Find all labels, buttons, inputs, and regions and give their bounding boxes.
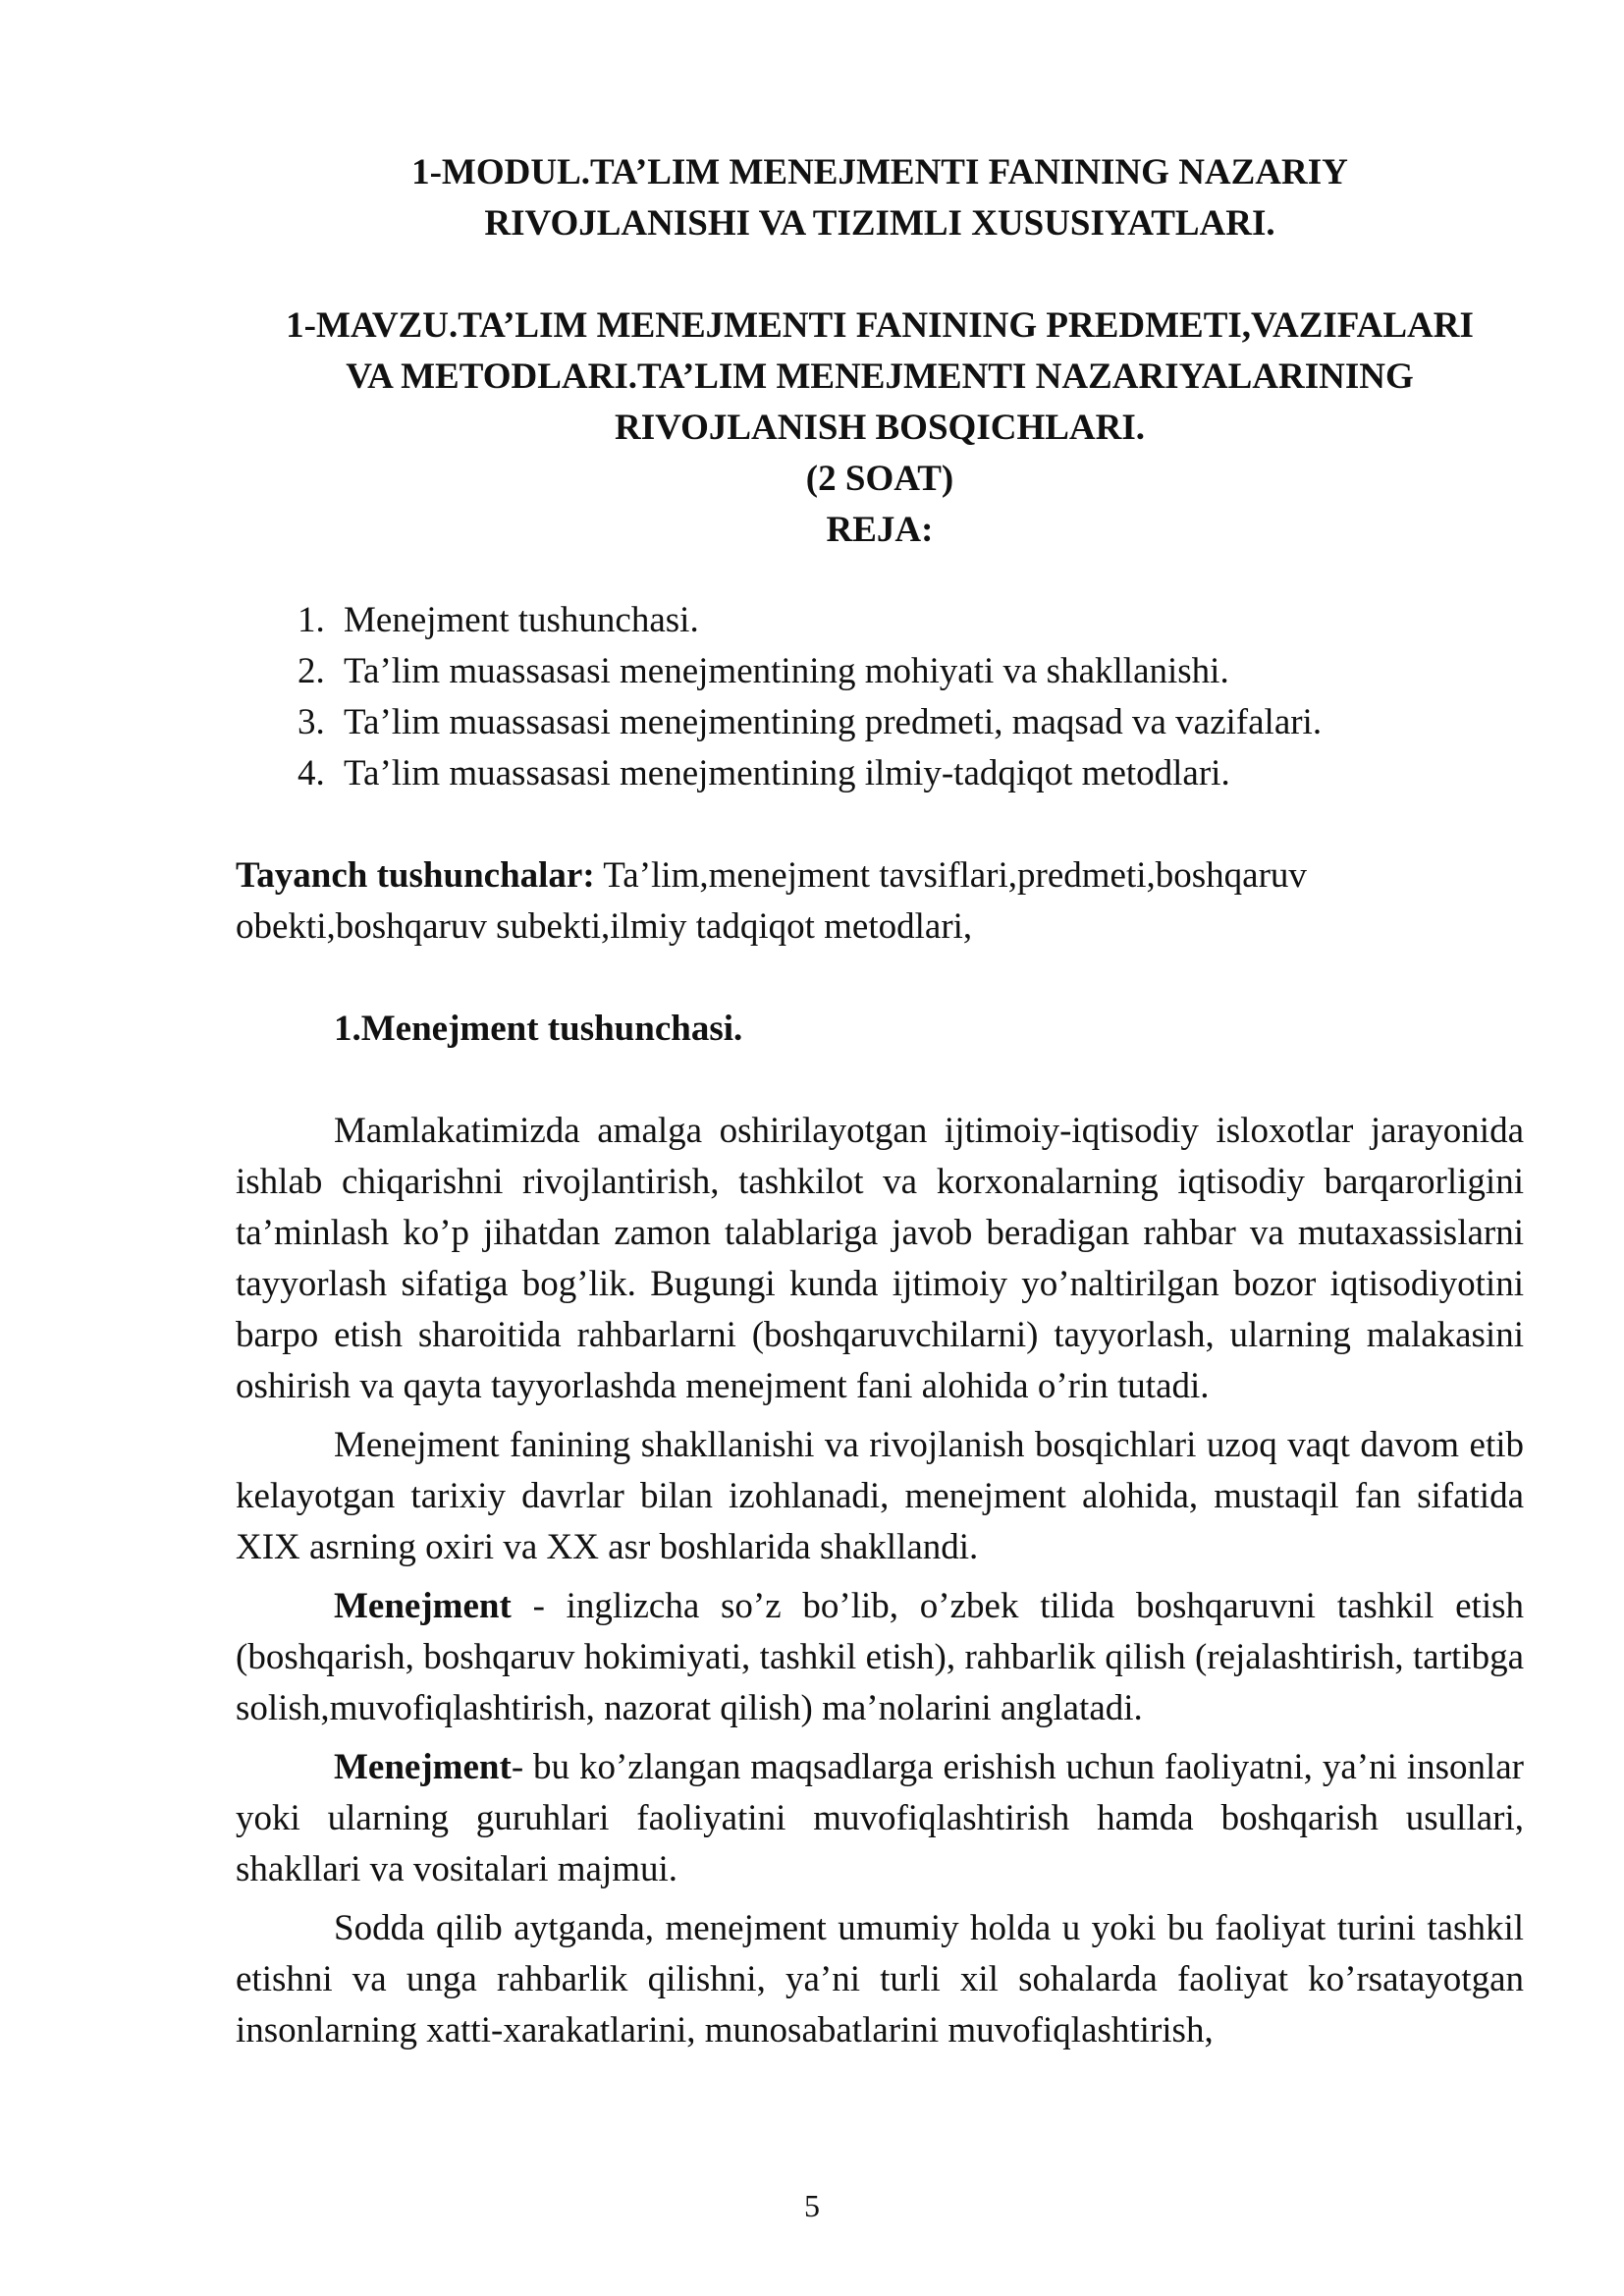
topic-title-line-2: VA METODLARI.TA’LIM MENEJMENTI NAZARIYALARINING bbox=[346, 356, 1414, 397]
plan-label: REJA: bbox=[826, 510, 934, 550]
body-paragraph-3 bbox=[236, 1581, 1524, 1734]
module-title-line-2: RIVOJLANISHI VA TIZIMLI XUSUSIYATLARI. bbox=[484, 203, 1275, 244]
term-menejment: Menejment bbox=[334, 1586, 512, 1626]
body-paragraph-1: Mamlakatimizda amalga oshirilayotgan ijtimoiy-iqtisodiy isloxotlar jarayonida ishlab chiqarishni rivojlantirish, tashkilot va korxonalarning iqtisodiy barqarorligini ta’minlash ko’p jihatdan zamon talablariga javob beradigan rahbar va mutaxassislarni tayyorlash sifatiga bog’lik. Bugungi kunda ijtimoiy yo’naltirilgan bozor iqtisodiyotini barpo etish sharoitida rahbarlarni (boshqaruvchilarni) tayyorlash, ularning malakasini oshirish va qayta tayyorlashda menejment fani alohida o’rin tutadi. bbox=[236, 1111, 1524, 1406]
plan-item: 3. Ta’lim muassasasi menejmentining predmeti, maqsad va vazifalari. bbox=[334, 697, 1524, 748]
plan-item: 4. Ta’lim muassasasi menejmentining ilmiy-tadqiqot metodlari. bbox=[334, 748, 1524, 799]
topic-title bbox=[236, 301, 1524, 556]
term-menejment: Menejment bbox=[334, 1747, 512, 1787]
key-concepts bbox=[236, 850, 1524, 953]
topic-title-line-1: 1-MAVZU.TA’LIM MENEJMENTI FANINING PREDMETI,VAZIFALARI bbox=[286, 305, 1474, 346]
topic-title-line-3: RIVOJLANISH BOSQICHLARI. bbox=[615, 408, 1145, 448]
key-concepts-label: Tayanch tushunchalar: bbox=[236, 855, 595, 896]
page-number: 5 bbox=[804, 2188, 820, 2223]
document-page bbox=[236, 147, 1524, 2056]
plan-item: 2. Ta’lim muassasasi menejmentining mohiyati va shakllanishi. bbox=[334, 646, 1524, 697]
definition-text: - inglizcha so’z bo’lib, o’zbek tilida boshqaruvni tashkil etish (boshqarish, boshqaruv hokimiyati, tashkil etish), rahbarlik qilish (rejalashtirish, tartibga solish,muvofiqlashtirish, nazorat qilish) ma’nolarini anglatadi. bbox=[236, 1586, 1524, 1728]
body-paragraph-2: Menejment fanining shakllanishi va rivojlanish bosqichlari uzoq vaqt davom etib kelayotgan tarixiy davrlar bilan izohlanadi, menejment alohida, mustaqil fan sifatida XIX asrning oxiri va XX asr boshlarida shakllandi. bbox=[236, 1425, 1524, 1567]
section-heading: 1.Menejment tushunchasi. bbox=[334, 1009, 743, 1049]
definition-text: - bu ko’zlangan maqsadlarga erishish uchun faoliyatni, ya’ni insonlar yoki ularning guruhlari faoliyatini muvofiqlashtirish hamda boshqarish usullari, shakllari va vositalari majmui. bbox=[236, 1747, 1524, 1889]
module-title bbox=[236, 147, 1524, 249]
module-title-line-1: 1-MODUL.TA’LIM MENEJMENTI FANINING NAZARIY bbox=[411, 152, 1348, 192]
hours-label: (2 SOAT) bbox=[805, 459, 954, 499]
key-concepts-text: Ta’lim,menejment tavsiflari,predmeti,boshqaruv obekti,boshqaruv subekti,ilmiy tadqiqot metodlari, bbox=[236, 855, 1307, 947]
plan-list bbox=[236, 595, 1524, 799]
plan-item: 1. Menejment tushunchasi. bbox=[334, 595, 1524, 646]
body-paragraph-4 bbox=[236, 1742, 1524, 1895]
body-paragraph-5: Sodda qilib aytganda, menejment umumiy holda u yoki bu faoliyat turini tashkil etishni va unga rahbarlik qilishni, ya’ni turli xil sohalarda faoliyat ko’rsatayotgan insonlarning xatti-xarakatlarini, munosabatlarini muvofiqlashtirish, bbox=[236, 1908, 1524, 2050]
